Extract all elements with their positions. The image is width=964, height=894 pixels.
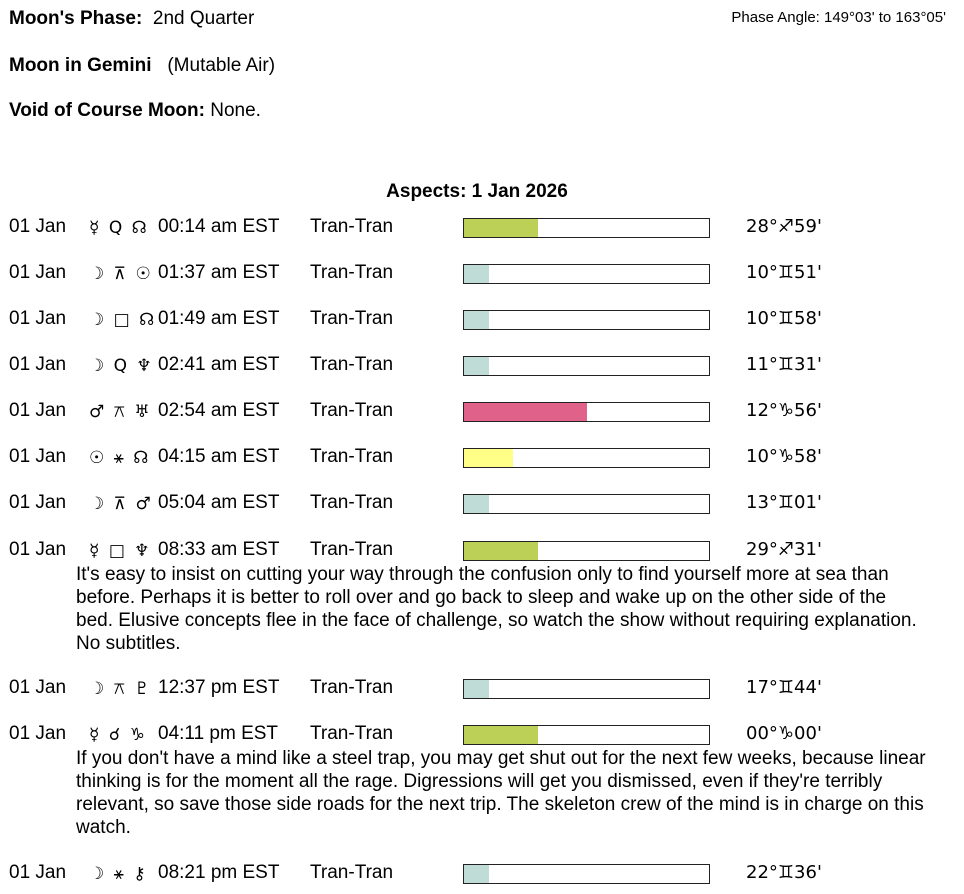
aspect-row [9, 308, 949, 334]
aspect-strength-fill [464, 542, 538, 560]
aspect-time: 04:15 am EST [158, 446, 280, 467]
aspect-date: 01 Jan [9, 539, 67, 560]
aspect-glyphs: ☽ Q ♆ [89, 356, 154, 376]
aspect-type: Tran-Tran [310, 216, 394, 237]
aspect-row [9, 862, 949, 888]
aspect-position: 10°♑58' [746, 446, 822, 467]
moon-sign-label: Moon in Gemini [9, 55, 152, 76]
moon-phase-value: 2nd Quarter [152, 8, 255, 29]
aspect-strength-fill [464, 403, 587, 421]
aspect-row [9, 446, 949, 472]
aspect-strength-fill [464, 219, 538, 237]
aspect-strength-fill [464, 495, 489, 513]
aspect-time: 05:04 am EST [158, 492, 280, 513]
aspect-strength-bar [463, 448, 710, 468]
aspect-strength-fill [464, 680, 489, 698]
aspect-glyphs: ☉ ⚹ ☊ [89, 448, 151, 468]
aspect-time: 01:49 am EST [158, 308, 280, 329]
aspect-time: 02:54 am EST [158, 400, 280, 421]
void-of-course-line [9, 100, 261, 122]
aspect-strength-bar [463, 864, 710, 884]
aspect-glyphs: ☽ □ ☊ [89, 310, 157, 330]
aspect-row [9, 400, 949, 426]
aspect-date: 01 Jan [9, 446, 67, 467]
aspect-description: It's easy to insist on cutting your way through the confusion only to find yourself more at sea than before. Perhaps it is better to roll over and go back to sleep and wake up on the other side of the bed. Elusive concepts flee in the face of challenge, so watch the show without requiring explanation. No subtitles. [76, 564, 917, 654]
aspect-type: Tran-Tran [310, 723, 394, 744]
moon-phase-label: Moon's Phase: [9, 8, 143, 29]
aspect-position: 11°♊31' [746, 354, 822, 375]
aspect-date: 01 Jan [9, 354, 67, 375]
aspect-date: 01 Jan [9, 677, 67, 698]
aspect-time: 02:41 am EST [158, 354, 280, 375]
aspect-time: 01:37 am EST [158, 262, 280, 283]
aspect-strength-fill [464, 726, 538, 744]
aspect-position: 13°♊01' [746, 492, 822, 513]
aspect-type: Tran-Tran [310, 677, 394, 698]
aspect-time: 08:33 am EST [158, 539, 280, 560]
aspect-row [9, 262, 949, 288]
aspect-date: 01 Jan [9, 492, 67, 513]
aspect-type: Tran-Tran [310, 400, 394, 421]
aspect-strength-bar [463, 402, 710, 422]
phase-angle: Phase Angle: 149°03' to 163°05' [731, 9, 946, 26]
aspect-time: 12:37 pm EST [158, 677, 280, 698]
aspect-type: Tran-Tran [310, 354, 394, 375]
aspect-date: 01 Jan [9, 862, 67, 883]
aspect-glyphs: ☽ ⚹ ⚷ [89, 864, 148, 884]
aspect-row [9, 723, 949, 749]
aspect-time: 08:21 pm EST [158, 862, 280, 883]
moon-sign-line [9, 55, 275, 77]
aspect-glyphs: ☽ ⊼ ♂ [89, 494, 153, 514]
aspect-time: 04:11 pm EST [158, 723, 279, 744]
aspect-strength-fill [464, 865, 489, 883]
aspect-type: Tran-Tran [310, 308, 394, 329]
aspect-type: Tran-Tran [310, 492, 394, 513]
aspect-date: 01 Jan [9, 400, 67, 421]
aspect-type: Tran-Tran [310, 262, 394, 283]
aspect-position: 17°♊44' [746, 677, 822, 698]
aspect-position: 00°♑00' [746, 723, 822, 744]
aspect-date: 01 Jan [9, 216, 67, 237]
aspect-strength-fill [464, 265, 489, 283]
moon-sign-value: (Mutable Air) [167, 55, 276, 76]
aspect-glyphs: ☿ □ ♆ [89, 541, 152, 561]
aspect-type: Tran-Tran [310, 446, 394, 467]
aspect-row [9, 677, 949, 703]
aspect-strength-bar [463, 494, 710, 514]
aspect-row [9, 539, 949, 565]
aspect-date: 01 Jan [9, 723, 67, 744]
aspect-glyphs: ☽ ⚻ ♇ [89, 679, 152, 699]
aspect-position: 29°♐31' [746, 539, 822, 560]
aspect-strength-bar [463, 218, 710, 238]
aspect-strength-fill [464, 357, 489, 375]
aspect-position: 10°♊58' [746, 308, 822, 329]
aspect-glyphs: ☿ ☌ ♑ [89, 725, 147, 745]
aspect-type: Tran-Tran [310, 539, 394, 560]
aspect-strength-bar [463, 310, 710, 330]
aspect-strength-fill [464, 311, 489, 329]
aspect-time: 00:14 am EST [158, 216, 280, 237]
aspect-strength-bar [463, 679, 710, 699]
void-of-course-value: None. [210, 100, 261, 121]
aspect-row [9, 216, 949, 242]
aspect-strength-bar [463, 264, 710, 284]
aspect-description: If you don't have a mind like a steel trap, you may get shut out for the next few weeks, because linear thinking is for the moment all the rage. Digressions will get you dismissed, even if they're terribly relevant, so save those side roads for the next trip. The skeleton crew of the mind is in charge on this watch. [76, 748, 926, 838]
aspect-date: 01 Jan [9, 308, 67, 329]
void-of-course-label: Void of Course Moon: [9, 100, 205, 121]
moon-phase-line [9, 8, 254, 30]
aspect-row [9, 354, 949, 380]
aspect-strength-fill [464, 449, 513, 467]
aspect-position: 22°♊36' [746, 862, 822, 883]
aspects-title: Aspects: 1 Jan 2026 [386, 181, 568, 202]
aspect-position: 28°♐59' [746, 216, 822, 237]
aspect-type: Tran-Tran [310, 862, 394, 883]
aspect-row [9, 492, 949, 518]
aspect-strength-bar [463, 541, 710, 561]
aspect-position: 10°♊51' [746, 262, 822, 283]
aspect-strength-bar [463, 356, 710, 376]
aspect-position: 12°♑56' [746, 400, 822, 421]
aspect-glyphs: ☽ ⊼ ☉ [89, 264, 153, 284]
aspect-glyphs: ☿ Q ☊ [89, 218, 149, 238]
aspect-strength-bar [463, 725, 710, 745]
aspect-glyphs: ♂ ⚻ ♅ [89, 402, 152, 422]
aspect-date: 01 Jan [9, 262, 67, 283]
